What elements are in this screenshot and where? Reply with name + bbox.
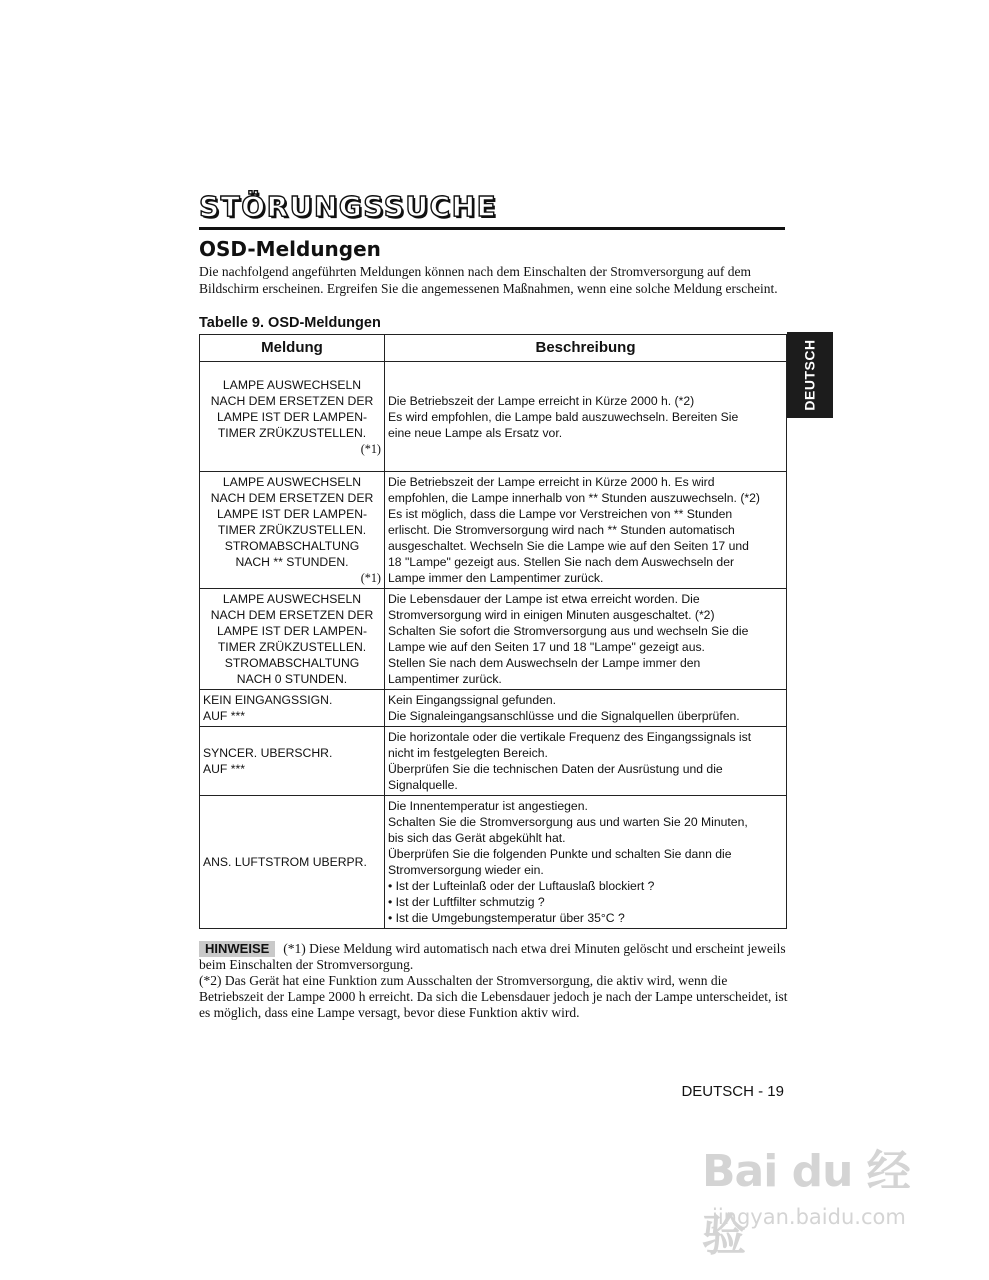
note-2: (*2) Das Gerät hat eine Funktion zum Ausschalten der Stromversorgung, die aktiv wird, wenn die Betriebszeit der Lampe 2000 h erreicht. Da sich die Lebensdauer jedoch je nach der Lampe unterscheidet, ist es möglich, dass eine Lampe versagt, bevor diese Funktion aktiv wird.	[199, 973, 788, 1020]
description-cell: Die Betriebszeit der Lampe erreicht in Kürze 2000 h. Es wird empfohlen, die Lampe innerhalb von ** Stunden auszuwechseln. (*2) Es ist möglich, dass die Lampe vor Verstreichen von ** Stunden erlischt. Die Stromversorgung wird nach ** Stunden automatisch ausgeschaltet. Wechseln Sie die Lampe wie auf den Seiten 17 und 18 "Lampe" gezeigt aus. Stellen Sie nach dem Auswechseln der Lampe immer den Lampentimer zurück.	[385, 472, 787, 589]
message-cell: SYNCER. UBERSCHR. AUF ***	[200, 727, 385, 796]
message-cell: LAMPE AUSWECHSELN NACH DEM ERSETZEN DER LAMPE IST DER LAMPEN- TIMER ZRÜKZUSTELLEN. STROMABSCHALTUNG NACH ** STUNDEN. (*1)	[200, 472, 385, 589]
table-row	[200, 589, 787, 690]
message-cell: ANS. LUFTSTROM UBERPR.	[200, 796, 385, 929]
table-caption: Tabelle 9. OSD-Meldungen	[199, 315, 381, 331]
section-title: OSD-Meldungen	[199, 237, 381, 261]
language-side-tab	[787, 332, 833, 418]
table-row	[200, 362, 787, 472]
watermark	[702, 1135, 932, 1261]
description-cell: Die Innentemperatur ist angestiegen. Schalten Sie die Stromversorgung aus und warten Sie 20 Minuten, bis sich das Gerät abgekühlt hat. Überprüfen Sie die folgenden Punkte und schalten Sie dann die Stromversorgung wieder ein. • Ist der Lufteinlaß oder der Luftauslaß blockiert ? • Ist der Luftfilter schmutzig ? • Ist die Umgebungstemperatur über 35°C ?	[385, 796, 787, 929]
table-row	[200, 727, 787, 796]
intro-paragraph: Die nachfolgend angeführten Meldungen können nach dem Einschalten der Stromversorgung auf dem Bildschirm erscheinen. Ergreifen Sie die angemessenen Maßnahmen, wenn eine solche Meldung erscheint.	[199, 264, 778, 296]
message-cell: LAMPE AUSWECHSELN NACH DEM ERSETZEN DER LAMPE IST DER LAMPEN- TIMER ZRÜKZUSTELLEN. (*1)	[200, 362, 385, 472]
watermark-url: jingyan.baidu.com	[712, 1205, 906, 1229]
notes-badge: HINWEISE	[199, 941, 275, 957]
description-cell: Die Betriebszeit der Lampe erreicht in Kürze 2000 h. (*2) Es wird empfohlen, die Lampe bald auszuwechseln. Bereiten Sie eine neue Lampe als Ersatz vor.	[385, 362, 787, 472]
message-cell: KEIN EINGANGSSIGN. AUF ***	[200, 690, 385, 727]
table-row	[200, 690, 787, 727]
footnote-marker: (*1)	[360, 571, 381, 585]
description-cell: Die Lebensdauer der Lampe ist etwa erreicht worden. Die Stromversorgung wird in einigen Minuten ausgeschaltet. (*2) Schalten Sie sofort die Stromversorgung aus und wechseln Sie die Lampe wie auf den Seiten 17 und 18 "Lampe" gezeigt aus. Stellen Sie nach dem Auswechseln der Lampe immer den Lampentimer zurück.	[385, 589, 787, 690]
page-number: DEUTSCH - 19	[681, 1083, 784, 1100]
page-title: STÖRUNGSSUCHE	[199, 190, 498, 223]
description-cell: Die horizontale oder die vertikale Frequenz des Eingangssignals ist nicht im festgelegten Bereich. Überprüfen Sie die technischen Daten der Ausrüstung und die Signalquelle.	[385, 727, 787, 796]
notes-section	[199, 941, 789, 1021]
message-cell: LAMPE AUSWECHSELN NACH DEM ERSETZEN DER LAMPE IST DER LAMPEN- TIMER ZRÜKZUSTELLEN. STROMABSCHALTUNG NACH 0 STUNDEN.	[200, 589, 385, 690]
osd-messages-table	[199, 334, 787, 929]
note-1: (*1) Diese Meldung wird automatisch nach etwa drei Minuten gelöscht und erscheint jeweils beim Einschalten der Stromversorgung.	[199, 941, 786, 972]
watermark-logo: Bai du 经验	[702, 1146, 910, 1261]
footnote-marker: (*1)	[360, 441, 381, 456]
table-header-row	[200, 335, 787, 362]
side-tab-label: DEUTSCH	[802, 339, 819, 411]
table-row	[200, 796, 787, 929]
header-beschreibung: Beschreibung	[385, 335, 787, 362]
table-row	[200, 472, 787, 589]
title-rule	[199, 227, 785, 230]
description-cell: Kein Eingangssignal gefunden. Die Signaleingangsanschlüsse und die Signalquellen überprüfen.	[385, 690, 787, 727]
header-meldung: Meldung	[200, 335, 385, 362]
